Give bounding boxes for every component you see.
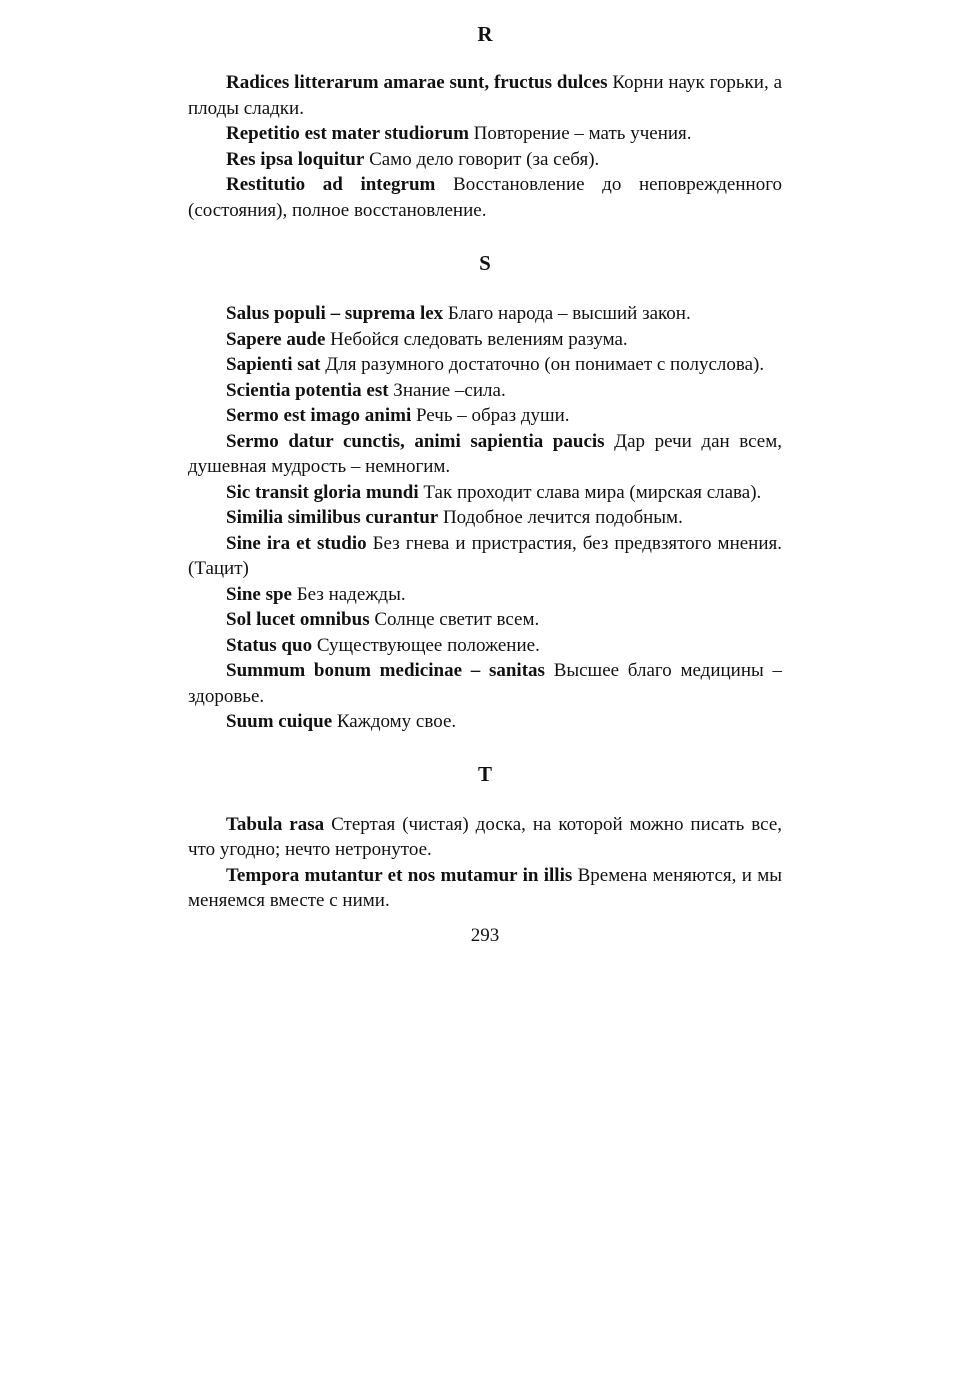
entry: [188, 327, 782, 353]
latin-phrase: Suum cuique: [226, 711, 333, 732]
entry: [188, 480, 782, 506]
latin-phrase: Sapere aude: [226, 328, 326, 350]
entry: [188, 378, 782, 404]
entry: [188, 505, 782, 531]
translation: Дар речи дан всем, душевная мудрость – немногим.: [188, 430, 783, 477]
latin-phrase: Summum bonum medicinae – sanitas: [226, 660, 545, 681]
translation: Без гнева и пристрастия, без предвзятого мнения. (Тацит): [188, 532, 782, 579]
section-letter-r: R: [477, 22, 493, 46]
dictionary-page: [188, 20, 782, 948]
latin-phrase: Sapienti sat: [226, 354, 321, 375]
entry: [188, 658, 782, 709]
translation: Корни наук горьки, а плоды сладки.: [188, 72, 782, 119]
translation: Высшее благо медицины – здоровье.: [188, 660, 783, 707]
entry: [188, 863, 782, 914]
translation: Без надежды.: [296, 583, 406, 605]
translation: Стертая (чистая) доска, на которой можно писать все, что угодно; нечто нетронутое.: [188, 813, 783, 860]
entry: [188, 812, 782, 863]
latin-phrase: Restitutio ad integrum: [226, 174, 436, 195]
translation: Существующее положение.: [316, 634, 540, 656]
section-r: [188, 20, 782, 223]
latin-phrase: Sine spe: [226, 583, 292, 605]
page-number: 293: [470, 924, 500, 946]
translation: Так проходит слава мира (мирская слава).: [423, 481, 762, 503]
latin-phrase: Sic transit gloria mundi: [226, 481, 419, 503]
entry: [188, 121, 782, 147]
section-letter-t: T: [477, 761, 492, 786]
entry: [188, 531, 782, 582]
translation: Для разумного достаточно (он понимает с полуслова).: [325, 354, 765, 375]
translation: Небойся следовать велениям разума.: [330, 328, 628, 350]
latin-phrase: Sermo est imago animi: [226, 405, 412, 426]
entry: [188, 70, 782, 121]
entry: [188, 633, 782, 659]
translation: Благо народа – высший закон.: [447, 303, 691, 324]
translation: Повторение – мать учения.: [473, 123, 692, 144]
section-letter-s: S: [479, 251, 491, 275]
latin-phrase: Sermo datur cunctis, animi sapientia paucis: [226, 430, 605, 452]
translation: Подобное лечится подобным.: [442, 507, 683, 528]
entry: [188, 147, 782, 173]
latin-phrase: Res ipsa loquitur: [226, 148, 365, 170]
latin-phrase: Sine ira et studio: [226, 532, 367, 554]
latin-phrase: Salus populi – suprema lex: [226, 303, 444, 324]
latin-phrase: Repetitio est mater studiorum: [226, 123, 469, 144]
translation: Солнце светит всем.: [374, 609, 540, 630]
latin-phrase: Tabula rasa: [226, 813, 325, 835]
latin-phrase: Scientia potentia est: [226, 379, 389, 401]
entry: [188, 582, 782, 608]
translation: Само дело говорит (за себя).: [369, 148, 600, 170]
translation: Восстановление до неповрежденного (состояния), полное восстановление.: [188, 174, 783, 221]
entry: [188, 403, 782, 429]
translation: Каждому свое.: [336, 711, 457, 732]
entry: [188, 709, 782, 735]
translation: Знание –сила.: [393, 379, 506, 401]
entry: [188, 429, 782, 480]
entry: [188, 301, 782, 327]
latin-phrase: Status quo: [226, 634, 313, 656]
section-t: [188, 760, 782, 914]
entry: [188, 172, 782, 223]
translation: Времена меняются, и мы меняемся вместе с ними.: [188, 864, 783, 911]
latin-phrase: Sol lucet omnibus: [226, 609, 370, 630]
entry: [188, 352, 782, 378]
translation: Речь – образ души.: [415, 405, 570, 426]
latin-phrase: Radices litterarum amarae sunt, fructus dulces: [226, 72, 608, 93]
latin-phrase: Tempora mutantur et nos mutamur in illis: [226, 864, 573, 886]
latin-phrase: Similia similibus curantur: [226, 507, 439, 528]
entry: [188, 607, 782, 633]
section-s: [188, 249, 782, 735]
